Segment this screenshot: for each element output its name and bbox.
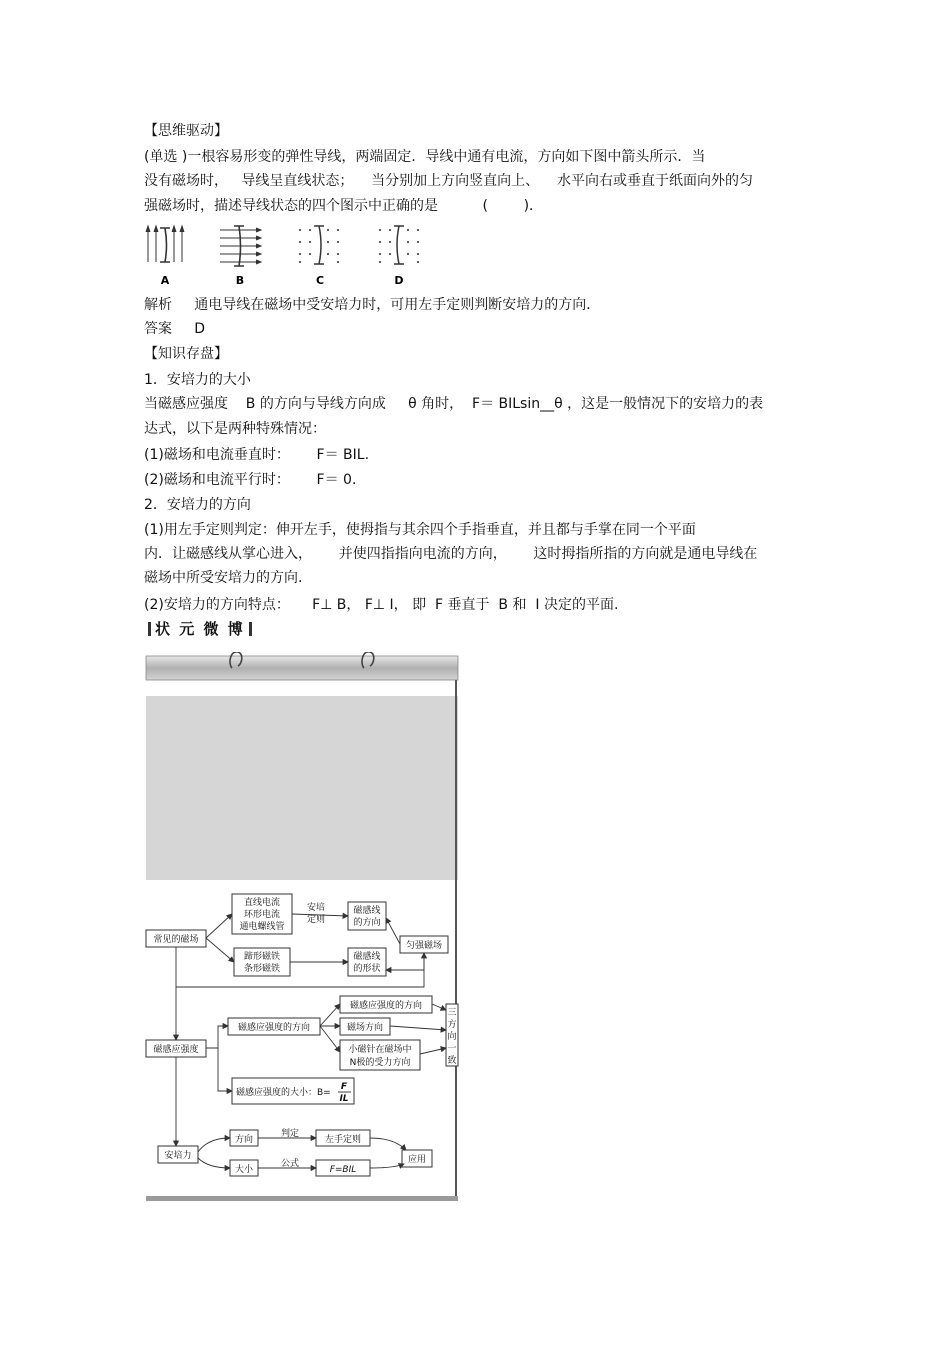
title-bar-left <box>148 622 151 636</box>
knowledge-2-item-1-line-1: (1)用左手定则判定：伸开左手，使拇指与其余四个手指垂直，并且都与手掌在同一个平面 <box>144 522 696 538</box>
label-b-magnitude: 磁感应强度的大小：B= <box>236 1088 331 1098</box>
label-magnitude: 大小 <box>234 1165 254 1175</box>
label-ring-current: 环形电流 <box>243 910 281 920</box>
section-heading-thinking: 【思维驱动】 <box>144 123 228 139</box>
answer-line: 答案 D <box>144 321 206 337</box>
label-formula: 公式 <box>280 1159 300 1169</box>
label-straight-current: 直线电流 <box>243 898 281 908</box>
label-line-dir-2: 的方向 <box>353 918 381 928</box>
label-horseshoe: 蹄形磁铁 <box>243 952 281 962</box>
title-bar-right <box>249 622 252 636</box>
knowledge-1-line-1: 当磁感应强度 B 的方向与导线方向成 θ 角时， F＝ BILsin__θ ，这是一般情况下的安培力的表 <box>144 396 764 412</box>
label-line-shape-2: 的形状 <box>353 964 381 974</box>
label-ampere-rule-2: 定则 <box>306 915 326 925</box>
label-consistent-3: 向 <box>447 1032 457 1042</box>
concept-map-notebook <box>144 652 460 1204</box>
analysis-line: 解析 通电导线在磁场中受安培力时，可用左手定则判断安培力的方向． <box>144 297 601 313</box>
figure-c <box>299 226 339 264</box>
knowledge-1-title: 1．安培力的大小 <box>144 372 251 388</box>
knowledge-2-item-1-line-2: 内．让磁感线从掌心进入， 并使四指指向电流的方向， 这时拇指所指的方向就是通电导线在 <box>144 546 758 562</box>
blank-gray-area <box>146 696 458 880</box>
label-ampere-rule-1: 安培 <box>306 903 326 913</box>
label-b-field: 磁感应强度 <box>153 1045 199 1055</box>
label-b-direction: 磁感应强度的方向 <box>237 1023 311 1033</box>
label-left-hand-rule: 左手定则 <box>324 1135 362 1145</box>
label-needle-1: 小磁针在磁场中 <box>348 1045 412 1055</box>
question-line-2: 没有磁场时， 导线呈直线状态； 当分别加上方向竖直向上、 水平向右或垂直于纸面向外的匀 <box>144 173 753 189</box>
label-direction: 方向 <box>234 1135 254 1145</box>
label-common-fields: 常见的磁场 <box>153 935 199 945</box>
label-b-direction-2: 磁感应强度的方向 <box>349 1001 423 1011</box>
label-needle-2: N极的受力方向 <box>349 1058 411 1068</box>
knowledge-2-item-1-line-3: 磁场中所受安培力的方向. <box>144 570 303 586</box>
knowledge-1-item-2: (2)磁场和电流平行时： F＝ 0. <box>144 472 357 488</box>
notebook-header <box>146 656 458 680</box>
knowledge-2-title: 2．安培力的方向 <box>144 497 251 513</box>
section-title-weibo <box>144 618 256 639</box>
figure-label-a: A <box>160 274 170 287</box>
label-uniform-field: 匀强磁场 <box>405 941 443 951</box>
label-frac-den: IL <box>339 1094 349 1104</box>
figure-a <box>146 226 184 262</box>
figure-d <box>379 226 419 264</box>
label-consistent-2: 方 <box>447 1020 457 1030</box>
figure-label-c: C <box>315 274 325 287</box>
label-consistent-1: 三 <box>447 1008 457 1018</box>
knowledge-2-item-2: (2)安培力的方向特点： F⊥ B， F⊥ I， 即 F 垂直于 B 和 I 决定的平面. <box>144 597 619 613</box>
knowledge-1-line-2: 达式，以下是两种特殊情况： <box>144 421 326 437</box>
label-f-bil: F=BIL <box>329 1165 357 1175</box>
section-title-text: 状 元 微 博 <box>155 620 245 638</box>
label-frac-num: F <box>340 1082 348 1092</box>
option-figures <box>144 222 434 288</box>
question-line-3: 强磁场时，描述导线状态的四个图示中正确的是 ( )． <box>144 198 544 214</box>
figure-label-d: D <box>394 274 404 287</box>
label-field-direction: 磁场方向 <box>346 1023 384 1033</box>
knowledge-1-item-1: (1)磁场和电流垂直时： F＝ BIL. <box>144 447 370 463</box>
label-ampere-force: 安培力 <box>164 1151 192 1161</box>
label-bar-magnet: 条形磁铁 <box>243 964 281 974</box>
label-application: 应用 <box>407 1155 427 1165</box>
figure-label-b: B <box>235 274 245 287</box>
notebook-bottom-border <box>146 1196 458 1201</box>
section-heading-knowledge: 【知识存盘】 <box>144 346 228 362</box>
question-line-1: (单选 )一根容易形变的弹性导线，两端固定．导线中通有电流，方向如下图中箭头所示．当 <box>144 149 706 165</box>
label-consistent-4: 一 <box>447 1044 457 1054</box>
label-determine: 判定 <box>280 1129 300 1139</box>
label-line-shape-1: 磁感线 <box>353 952 381 962</box>
label-consistent-5: 致 <box>447 1056 457 1066</box>
label-line-dir-1: 磁感线 <box>353 906 381 916</box>
label-solenoid: 通电螺线管 <box>239 922 285 932</box>
figure-b <box>220 226 261 266</box>
